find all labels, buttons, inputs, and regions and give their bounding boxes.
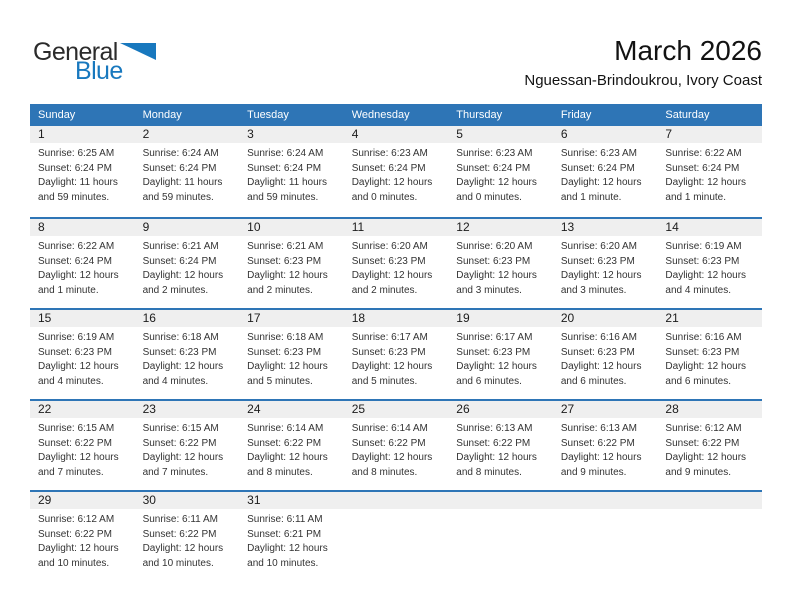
day-info-line: and 2 minutes. xyxy=(351,284,418,296)
day-info-line: Sunset: 6:22 PM xyxy=(351,437,426,449)
day-info-line: Daylight: 12 hours xyxy=(142,270,224,281)
day-info-line: and 8 minutes. xyxy=(456,466,522,478)
day-number: 13 xyxy=(560,220,575,234)
day-number: 6 xyxy=(560,127,568,141)
day-info-line: Daylight: 12 hours xyxy=(351,177,433,188)
day-info-line: Sunrise: 6:22 AM xyxy=(38,241,115,252)
day-info-line: Daylight: 12 hours xyxy=(247,361,328,372)
day-info-line: Daylight: 12 hours xyxy=(351,361,433,372)
day-number: 10 xyxy=(247,220,261,234)
day-info-line: Sunrise: 6:14 AM xyxy=(247,423,324,434)
day-cell xyxy=(135,509,240,571)
day-info-line: Daylight: 12 hours xyxy=(560,270,642,281)
day-info-line: Sunrise: 6:20 AM xyxy=(560,241,637,252)
day-number: 30 xyxy=(142,493,156,507)
logo-triangle-icon xyxy=(120,43,156,60)
day-info-line: and 5 minutes. xyxy=(351,375,418,387)
title-block xyxy=(524,36,762,89)
day-info-line: Sunset: 6:23 PM xyxy=(560,346,635,358)
day-info-line: Sunrise: 6:23 AM xyxy=(351,148,428,159)
day-info-line: Sunrise: 6:20 AM xyxy=(456,241,533,252)
day-number-empty xyxy=(448,492,553,509)
day-info-line: Sunset: 6:22 PM xyxy=(560,437,635,449)
day-info-line: and 9 minutes. xyxy=(560,466,627,478)
day-info-line: Daylight: 12 hours xyxy=(560,452,642,463)
day-info-line: Daylight: 12 hours xyxy=(351,270,433,281)
weekday-header-row xyxy=(30,104,762,126)
day-info-line: Sunset: 6:22 PM xyxy=(38,437,112,449)
day-info-line: Sunset: 6:24 PM xyxy=(142,162,217,174)
day-info-line: Sunrise: 6:19 AM xyxy=(665,241,742,252)
day-info-line: Sunset: 6:23 PM xyxy=(456,346,531,358)
day-cell xyxy=(135,327,240,389)
day-cell xyxy=(344,327,449,389)
calendar-week-row xyxy=(30,399,762,490)
day-info-line: Sunrise: 6:23 AM xyxy=(456,148,533,159)
day-number: 14 xyxy=(665,220,679,234)
calendar-week-row xyxy=(30,126,762,217)
day-info-line: Sunset: 6:24 PM xyxy=(665,162,740,174)
day-cell xyxy=(239,327,344,389)
day-info-line: Sunrise: 6:15 AM xyxy=(38,423,115,434)
day-info-line: and 59 minutes. xyxy=(38,191,110,203)
day-info-line: and 1 minute. xyxy=(665,191,727,203)
day-number: 4 xyxy=(351,127,359,141)
day-number: 17 xyxy=(247,311,261,325)
weekday-header-friday: Friday xyxy=(560,109,592,121)
day-info-line: Daylight: 12 hours xyxy=(247,543,328,554)
day-info-line: Daylight: 12 hours xyxy=(456,452,537,463)
day-number: 31 xyxy=(247,493,261,507)
week-day-details xyxy=(30,143,762,205)
day-info-line: Sunset: 6:24 PM xyxy=(456,162,531,174)
day-cell xyxy=(657,418,762,480)
day-number: 16 xyxy=(142,311,156,325)
calendar-week-row xyxy=(30,217,762,308)
page-title: March 2026 xyxy=(614,35,762,66)
day-info-line: Sunset: 6:23 PM xyxy=(351,255,426,267)
day-cell xyxy=(657,236,762,298)
day-number: 11 xyxy=(351,220,365,234)
day-number: 7 xyxy=(665,127,673,141)
week-day-numbers xyxy=(30,126,762,143)
day-number: 22 xyxy=(38,402,52,416)
day-info-line: and 3 minutes. xyxy=(560,284,627,296)
day-info-line: and 0 minutes. xyxy=(456,191,522,203)
day-info-line: Sunset: 6:24 PM xyxy=(142,255,217,267)
day-info-line: and 6 minutes. xyxy=(665,375,732,387)
day-info-line: Sunrise: 6:12 AM xyxy=(38,514,115,525)
day-info-line: Sunset: 6:22 PM xyxy=(456,437,531,449)
day-info-line: and 10 minutes. xyxy=(38,557,110,569)
day-info-line: Daylight: 12 hours xyxy=(38,270,119,281)
week-day-numbers xyxy=(30,492,762,509)
general-blue-logo xyxy=(33,40,156,84)
day-info-line: Sunrise: 6:19 AM xyxy=(38,332,115,343)
calendar-week-row xyxy=(30,308,762,399)
day-number: 18 xyxy=(351,311,366,325)
day-info-line: Sunset: 6:23 PM xyxy=(665,346,740,358)
day-info-line: Sunrise: 6:18 AM xyxy=(142,332,219,343)
day-cell xyxy=(239,509,344,571)
day-number-empty xyxy=(344,492,449,509)
day-info-line: and 2 minutes. xyxy=(247,284,313,296)
day-info-line: and 3 minutes. xyxy=(456,284,522,296)
day-info-line: Sunrise: 6:11 AM xyxy=(142,514,218,525)
day-number-empty xyxy=(553,492,658,509)
day-info-line: and 4 minutes. xyxy=(665,284,732,296)
day-cell xyxy=(553,418,658,480)
day-number: 15 xyxy=(38,311,52,325)
day-cell-empty xyxy=(657,509,762,571)
day-info-line: Sunset: 6:24 PM xyxy=(247,162,322,174)
day-info-line: and 8 minutes. xyxy=(351,466,418,478)
day-info-line: Sunset: 6:23 PM xyxy=(38,346,112,358)
day-cell xyxy=(30,236,135,298)
day-info-line: Sunset: 6:24 PM xyxy=(38,162,112,174)
day-info-line: Sunset: 6:23 PM xyxy=(665,255,740,267)
day-info-line: and 1 minute. xyxy=(38,284,99,296)
day-cell xyxy=(448,418,553,480)
day-cell xyxy=(553,236,658,298)
day-info-line: Sunset: 6:22 PM xyxy=(142,528,217,540)
day-info-line: Sunrise: 6:24 AM xyxy=(247,148,324,159)
day-info-line: Daylight: 12 hours xyxy=(456,177,537,188)
day-info-line: Sunset: 6:24 PM xyxy=(351,162,426,174)
day-info-line: Sunrise: 6:16 AM xyxy=(560,332,637,343)
day-cell xyxy=(135,418,240,480)
day-info-line: and 5 minutes. xyxy=(247,375,313,387)
week-day-details xyxy=(30,509,762,571)
day-info-line: Daylight: 12 hours xyxy=(351,452,433,463)
day-info-line: and 8 minutes. xyxy=(247,466,313,478)
day-info-line: Sunrise: 6:20 AM xyxy=(351,241,428,252)
day-info-line: Sunset: 6:24 PM xyxy=(560,162,635,174)
day-number: 3 xyxy=(247,127,254,141)
day-info-line: Daylight: 12 hours xyxy=(38,543,119,554)
day-cell-empty xyxy=(448,509,553,571)
day-number: 12 xyxy=(456,220,470,234)
day-cell xyxy=(448,327,553,389)
day-info-line: Sunrise: 6:17 AM xyxy=(351,332,428,343)
day-cell xyxy=(344,143,449,205)
day-info-line: Sunrise: 6:18 AM xyxy=(247,332,324,343)
day-info-line: and 9 minutes. xyxy=(665,466,732,478)
day-info-line: and 10 minutes. xyxy=(142,557,214,569)
day-number-empty xyxy=(657,492,762,509)
day-info-line: Sunrise: 6:13 AM xyxy=(456,423,533,434)
day-cell xyxy=(135,143,240,205)
calendar-weeks xyxy=(30,126,762,581)
weekday-header-wednesday: Wednesday xyxy=(351,109,410,121)
day-info-line: Daylight: 12 hours xyxy=(560,177,642,188)
day-info-line: Sunset: 6:23 PM xyxy=(142,346,217,358)
day-number: 29 xyxy=(38,493,52,507)
day-cell-empty xyxy=(553,509,658,571)
day-info-line: and 6 minutes. xyxy=(456,375,522,387)
day-info-line: Daylight: 11 hours xyxy=(142,177,223,188)
day-cell xyxy=(553,327,658,389)
day-number: 26 xyxy=(456,402,470,416)
day-info-line: Daylight: 12 hours xyxy=(456,270,537,281)
day-cell-empty xyxy=(344,509,449,571)
day-number: 19 xyxy=(456,311,470,325)
day-number: 28 xyxy=(665,402,679,416)
day-info-line: Sunrise: 6:15 AM xyxy=(142,423,219,434)
weekday-header-tuesday: Tuesday xyxy=(247,109,289,121)
day-cell xyxy=(344,236,449,298)
day-info-line: Sunset: 6:23 PM xyxy=(560,255,635,267)
day-info-line: Daylight: 12 hours xyxy=(142,361,224,372)
day-info-line: and 10 minutes. xyxy=(247,557,319,569)
day-cell xyxy=(448,236,553,298)
day-info-line: Sunrise: 6:25 AM xyxy=(38,148,115,159)
day-info-line: and 2 minutes. xyxy=(142,284,209,296)
day-cell xyxy=(344,418,449,480)
day-cell xyxy=(239,418,344,480)
day-info-line: Sunrise: 6:21 AM xyxy=(247,241,324,252)
day-number: 5 xyxy=(456,127,463,141)
day-info-line: and 7 minutes. xyxy=(142,466,209,478)
weekday-header-monday: Monday xyxy=(142,109,182,121)
day-info-line: Daylight: 12 hours xyxy=(665,361,747,372)
day-info-line: Sunset: 6:21 PM xyxy=(247,528,322,540)
day-info-line: Sunset: 6:23 PM xyxy=(247,255,322,267)
day-info-line: Sunrise: 6:22 AM xyxy=(665,148,742,159)
day-info-line: and 0 minutes. xyxy=(351,191,418,203)
day-number: 1 xyxy=(38,127,45,141)
calendar xyxy=(30,104,762,581)
day-info-line: Sunset: 6:23 PM xyxy=(456,255,531,267)
day-cell xyxy=(553,143,658,205)
week-day-details xyxy=(30,418,762,480)
day-cell xyxy=(448,143,553,205)
day-cell xyxy=(239,236,344,298)
week-day-details xyxy=(30,236,762,298)
day-info-line: Sunset: 6:24 PM xyxy=(38,255,112,267)
weekday-header-sunday: Sunday xyxy=(38,109,76,121)
logo-text-general: General xyxy=(33,38,118,66)
week-day-numbers xyxy=(30,219,762,236)
day-cell xyxy=(30,509,135,571)
day-info-line: Sunset: 6:22 PM xyxy=(142,437,217,449)
day-info-line: Sunset: 6:22 PM xyxy=(247,437,322,449)
day-info-line: Daylight: 12 hours xyxy=(665,177,747,188)
week-day-numbers xyxy=(30,401,762,418)
day-info-line: Sunrise: 6:17 AM xyxy=(456,332,533,343)
day-info-line: Sunset: 6:23 PM xyxy=(247,346,322,358)
day-info-line: Sunrise: 6:14 AM xyxy=(351,423,428,434)
day-info-line: Sunrise: 6:21 AM xyxy=(142,241,219,252)
day-cell xyxy=(657,327,762,389)
day-number: 24 xyxy=(247,402,261,416)
day-info-line: and 1 minute. xyxy=(560,191,622,203)
day-number: 9 xyxy=(142,220,150,234)
day-info-line: Daylight: 12 hours xyxy=(247,270,328,281)
day-info-line: Daylight: 11 hours xyxy=(247,177,327,188)
day-info-line: Sunrise: 6:12 AM xyxy=(665,423,742,434)
day-info-line: and 6 minutes. xyxy=(560,375,627,387)
day-info-line: and 4 minutes. xyxy=(38,375,104,387)
day-info-line: Daylight: 12 hours xyxy=(38,361,119,372)
day-info-line: and 4 minutes. xyxy=(142,375,209,387)
day-info-line: Daylight: 11 hours xyxy=(38,177,118,188)
day-info-line: Daylight: 12 hours xyxy=(456,361,537,372)
day-info-line: Sunset: 6:22 PM xyxy=(665,437,740,449)
day-info-line: Daylight: 12 hours xyxy=(247,452,328,463)
day-cell xyxy=(30,418,135,480)
day-info-line: Daylight: 12 hours xyxy=(142,543,224,554)
day-info-line: Daylight: 12 hours xyxy=(665,270,747,281)
day-info-line: Daylight: 12 hours xyxy=(142,452,224,463)
day-info-line: Sunset: 6:23 PM xyxy=(351,346,426,358)
day-info-line: Daylight: 12 hours xyxy=(38,452,119,463)
day-info-line: and 59 minutes. xyxy=(247,191,319,203)
week-day-details xyxy=(30,327,762,389)
day-info-line: Sunrise: 6:24 AM xyxy=(142,148,219,159)
day-number: 25 xyxy=(351,402,366,416)
day-cell xyxy=(135,236,240,298)
day-cell xyxy=(30,327,135,389)
calendar-week-row xyxy=(30,490,762,581)
day-info-line: Sunset: 6:22 PM xyxy=(38,528,112,540)
weekday-header-saturday: Saturday xyxy=(665,109,710,121)
day-number: 27 xyxy=(560,402,575,416)
week-day-numbers xyxy=(30,310,762,327)
day-number: 23 xyxy=(142,402,156,416)
day-info-line: and 7 minutes. xyxy=(38,466,104,478)
day-number: 2 xyxy=(142,127,150,141)
day-cell xyxy=(657,143,762,205)
logo-text-blue: Blue xyxy=(75,57,123,85)
day-info-line: Daylight: 12 hours xyxy=(560,361,642,372)
day-info-line: Sunrise: 6:16 AM xyxy=(665,332,742,343)
day-info-line: and 59 minutes. xyxy=(142,191,214,203)
day-cell xyxy=(239,143,344,205)
day-number: 8 xyxy=(38,220,45,234)
day-number: 21 xyxy=(665,311,679,325)
day-number: 20 xyxy=(560,311,575,325)
day-cell xyxy=(30,143,135,205)
weekday-header-thursday: Thursday xyxy=(456,109,503,121)
day-info-line: Sunrise: 6:23 AM xyxy=(560,148,637,159)
day-info-line: Daylight: 12 hours xyxy=(665,452,747,463)
page-subtitle: Nguessan-Brindoukrou, Ivory Coast xyxy=(524,71,762,89)
day-info-line: Sunrise: 6:13 AM xyxy=(560,423,637,434)
day-info-line: Sunrise: 6:11 AM xyxy=(247,514,323,525)
